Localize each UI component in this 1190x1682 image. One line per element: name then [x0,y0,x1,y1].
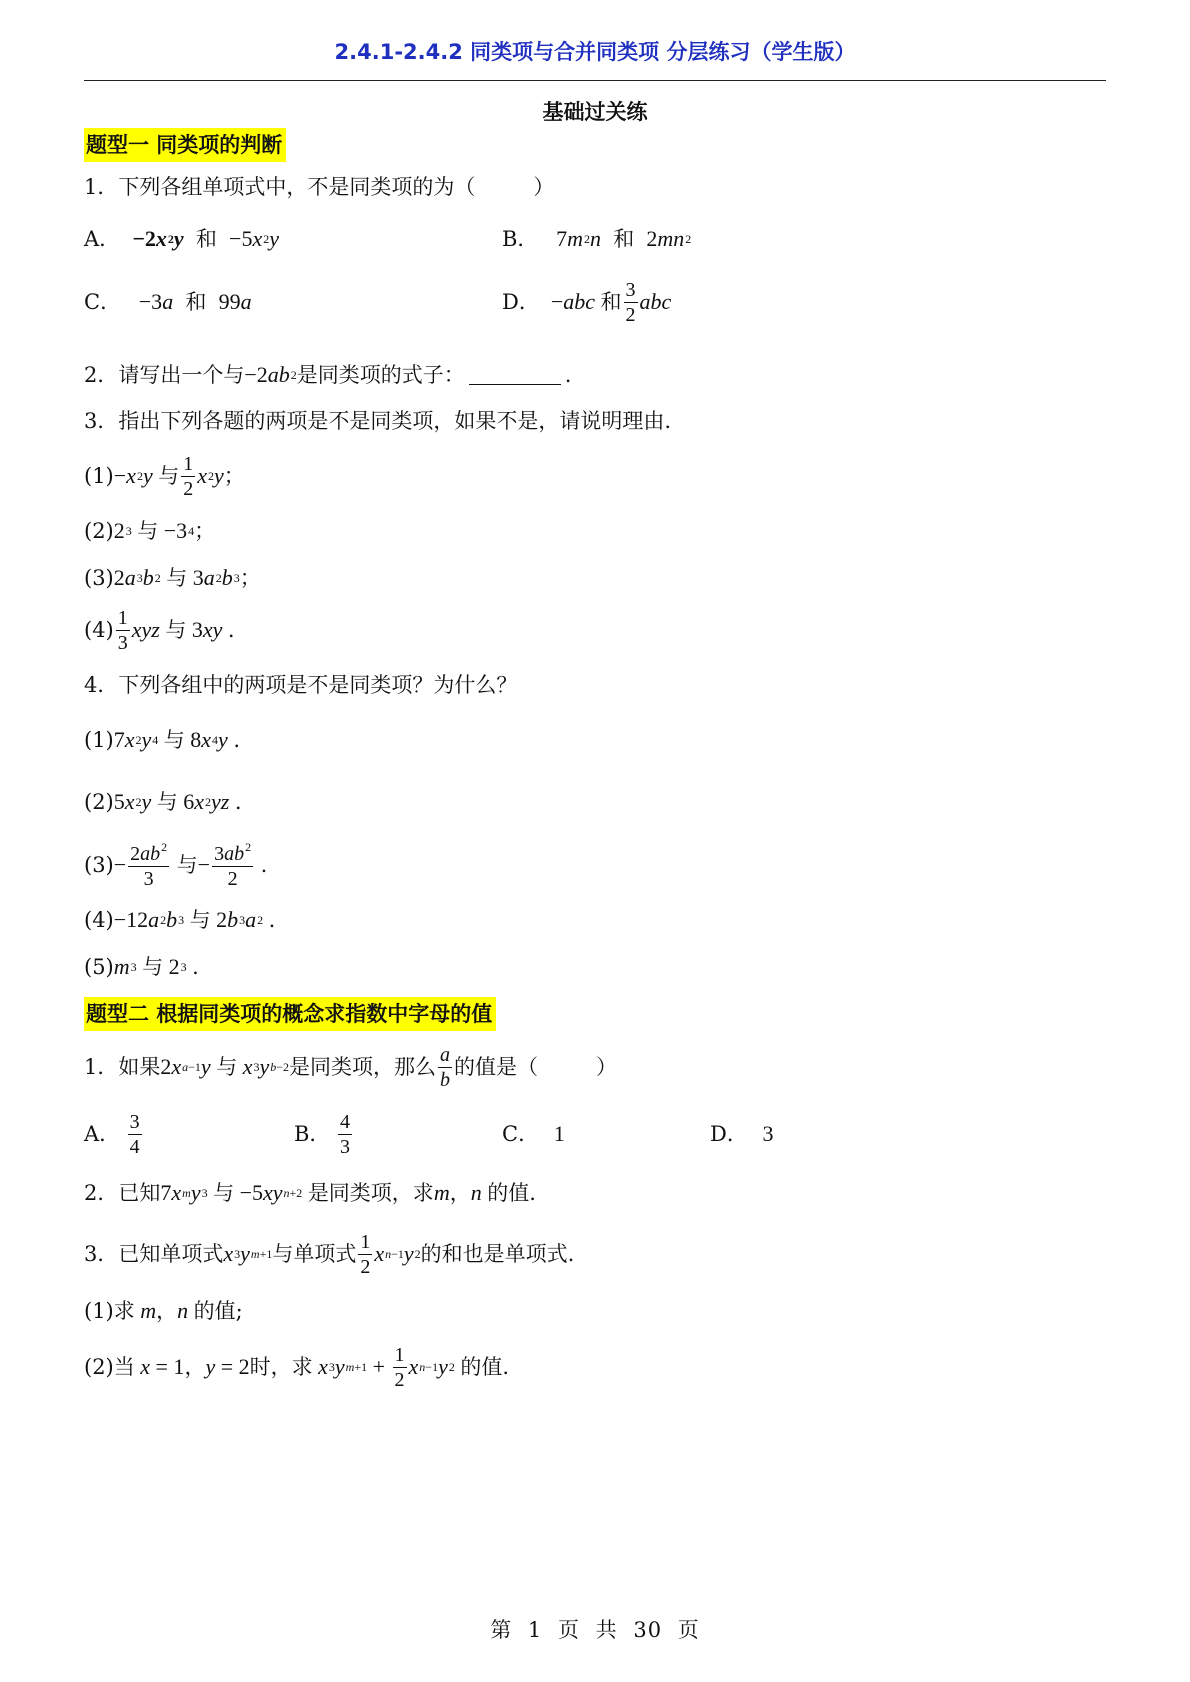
type1-label-row [84,128,286,162]
math-var: n [470,1180,482,1205]
math-expr: − abc [539,289,596,314]
q-text: 的值是（ [454,1055,538,1079]
math-expr: 2 3 [163,954,187,979]
math-expr: $\frac{1}{2}$ x n−1 y 2 [360,1230,421,1278]
q-number: 2． [84,363,119,387]
q-text-end: 的值. [460,1355,510,1379]
type2-label: 题型二 根据同类项的概念求指数中字母的值 [84,997,496,1031]
math-expr: x 3 y b−2 [242,1054,289,1079]
q-text: 当 [113,1355,135,1379]
punct: . [227,618,235,642]
math-expr: 2 a 3 b 2 [113,565,161,590]
q-text-end: 的值; [193,1299,243,1323]
math-expr: 6 x 2 yz [177,789,230,814]
option-letter: B． [294,1122,331,1146]
q-number: 3． [84,409,119,433]
footer-text: 页 [677,1618,700,1642]
q-text: 是同类项的式子： [296,363,465,387]
q-number: 1． [84,1055,119,1079]
math-expr: −2 x 2 y [126,226,184,251]
math-expr: $\frac{3}{2}$ abc [625,278,672,326]
section-title: 基础过关练 [542,100,648,124]
and-word: 与 [163,728,185,752]
math-expr: $\frac{a}{b}$ [440,1043,450,1091]
type2-label-row [84,997,496,1031]
math-expr: 3 xy [186,617,223,642]
option-c [84,287,252,317]
math-expr: x 3 y m+1 [223,1241,273,1266]
punct: ； [239,566,261,590]
option-b [294,1112,354,1157]
math-expr: 7 m 2 n [545,226,602,251]
math-expr: x = 1 [140,1354,185,1379]
and-word: 与 [156,790,178,814]
type1-label: 题型一 同类项的判断 [84,128,286,162]
q-text-end: ） [596,1055,617,1079]
footer-page-number: 1 [527,1618,543,1642]
t1-q3-part1 [84,452,245,500]
punct: . [268,908,276,932]
punct: ， [449,1181,471,1205]
t1-q3-stem [84,406,671,436]
page-footer [0,1614,1190,1644]
footer-text: 页 [557,1618,580,1642]
option-letter: A． [84,1122,121,1146]
part-label: (2) [84,790,114,814]
t1-q2 [84,360,571,390]
and-word: 与 [189,908,211,932]
option-c [502,1119,565,1149]
and-word: 与 [142,955,164,979]
math-expr: 7 x 2 y 4 [113,727,159,752]
t1-q1-options-cd [84,278,672,326]
q-number: 1． [84,175,119,199]
t1-q4-part4 [84,905,275,935]
option-d [502,280,671,325]
t2-q2 [84,1178,536,1208]
and-word: 与 [176,853,198,877]
math-expr: −12 a 2 b 3 [113,907,185,932]
t1-q4-part1 [84,725,240,755]
q-number: 3． [84,1242,119,1266]
math-var: n [177,1298,189,1323]
q-text: 的和也是单项式. [420,1242,575,1266]
q-number: 4． [84,673,119,697]
q-text: 已知 [118,1181,161,1205]
q-text: 与单项式 [272,1242,357,1266]
option-letter: B． [502,227,539,251]
math-expr: 2 3 [113,518,132,543]
q-text-end: ） [533,175,555,199]
math-expr: x 3 y m+1 + $\frac{1}{2}$ x n−1 y 2 [318,1343,455,1391]
math-expr: −5 xy n+2 [234,1180,303,1205]
footer-text: 共 [595,1618,618,1642]
footer-total-pages: 30 [633,1618,663,1642]
punct: . [192,955,199,979]
punct: . [260,853,268,877]
math-expr: − $\frac{3ab^2}{2}$ [197,840,252,890]
math-expr: y = 2 [205,1354,250,1379]
answer-blank[interactable] [469,366,561,385]
t1-q1-stem [84,172,554,202]
and-word: 和 [613,227,635,251]
math-expr: 2 x a−1 y [160,1054,211,1079]
and-word: 与 [165,618,187,642]
option-letter: A． [84,227,121,251]
and-word: 与 [137,519,159,543]
math-expr: −3 a [127,289,174,314]
part-label: (2) [84,1355,114,1379]
and-word: 与 [166,566,188,590]
option-value: 1 [553,1121,565,1146]
header-divider [84,80,1106,81]
part-label: (1) [84,728,114,752]
q-text: 求 [113,1299,135,1323]
option-a [84,1112,144,1157]
page-header-title: 2.4.1-2.4.2 同类项与合并同类项 分层练习（学生版） [334,40,856,64]
option-value: 3 [762,1121,774,1146]
t1-q4-part3 [84,838,267,892]
punct: ； [223,464,245,488]
t2-q1-stem [84,1042,617,1092]
option-letter: C． [84,290,122,314]
math-expr: − x 2 y [113,463,153,488]
math-expr: −2 ab 2 [244,362,297,387]
part-label: (3) [84,853,114,877]
and-word: 与 [158,464,180,488]
q-text: 指出下列各题的两项是不是同类项，如果不是，请说明理由. [118,409,672,433]
math-expr: m 3 [113,954,137,979]
q-text: 如果 [118,1055,161,1079]
option-d [710,1119,774,1149]
q-text: 时，求 [249,1355,313,1379]
math-expr: $\frac{1}{2}$ x 2 y [183,452,224,500]
q-text: 是同类项，那么 [289,1055,436,1079]
footer-text: 第 [490,1618,513,1642]
q-text: 是同类项，求 [307,1181,434,1205]
t1-q1-options-ab [84,224,692,254]
t1-q4-part5 [84,952,199,982]
option-letter: D． [710,1122,748,1146]
math-expr: $\frac{3}{4}$ [129,1110,140,1158]
math-expr: −3 4 [158,518,195,543]
option-letter: D． [502,290,540,314]
part-label: (1) [84,464,114,488]
q-text-end: . [564,363,572,387]
part-label: (5) [84,955,114,979]
q-text: 已知单项式 [118,1242,224,1266]
math-var: m [140,1298,157,1323]
and-word: 和 [185,290,207,314]
part-label: (2) [84,519,114,543]
math-expr: 99 a [213,289,252,314]
and-word: 和 [195,227,217,251]
math-expr: 5 x 2 y [113,789,152,814]
q-text: 下列各组单项式中，不是同类项的为（ [118,175,476,199]
math-expr: 8 x 4 y [184,727,228,752]
option-a [84,224,279,254]
math-expr: 2 mn 2 [640,226,692,251]
option-letter: C． [502,1122,540,1146]
math-expr: −5 x 2 y [223,226,279,251]
t1-q4-part2 [84,787,242,817]
q-text: 请写出一个与 [118,363,245,387]
math-expr: 2 b 3 a 2 [210,907,264,932]
q-text-end: 的值. [487,1181,536,1205]
t2-q3-stem [84,1228,574,1280]
part-label: (4) [84,618,114,642]
q-number: 2． [84,1181,119,1205]
t2-q3-part2 [84,1340,509,1394]
part-label: (1) [84,1299,114,1323]
part-label: (3) [84,566,114,590]
math-expr: $\frac{1}{3}$ xyz [117,606,160,654]
punct: ； [194,519,216,543]
math-var: m [433,1180,450,1205]
and-word: 和 [600,290,622,314]
t2-q3-part1 [84,1296,243,1326]
t1-q3-part2 [84,516,215,546]
and-word: 与 [216,1055,238,1079]
math-expr: $\frac{4}{3}$ [339,1110,350,1158]
math-expr: − $\frac{2ab^2}{3}$ [113,840,168,890]
option-b [502,224,691,254]
t1-q3-part3 [84,563,261,593]
math-expr: 3 a 2 b 3 [187,565,240,590]
punct: . [233,728,240,752]
q-text: 下列各组中的两项是不是同类项？为什么？ [118,673,518,697]
part-label: (4) [84,908,114,932]
punct: . [234,790,242,814]
punct: ， [156,1299,178,1323]
t1-q4-stem [84,670,517,700]
and-word: 与 [213,1181,235,1205]
t1-q3-part4 [84,606,235,654]
t2-q1-options [84,1108,1084,1160]
punct: ， [184,1355,206,1379]
math-expr: 7 x m y 3 [160,1180,208,1205]
